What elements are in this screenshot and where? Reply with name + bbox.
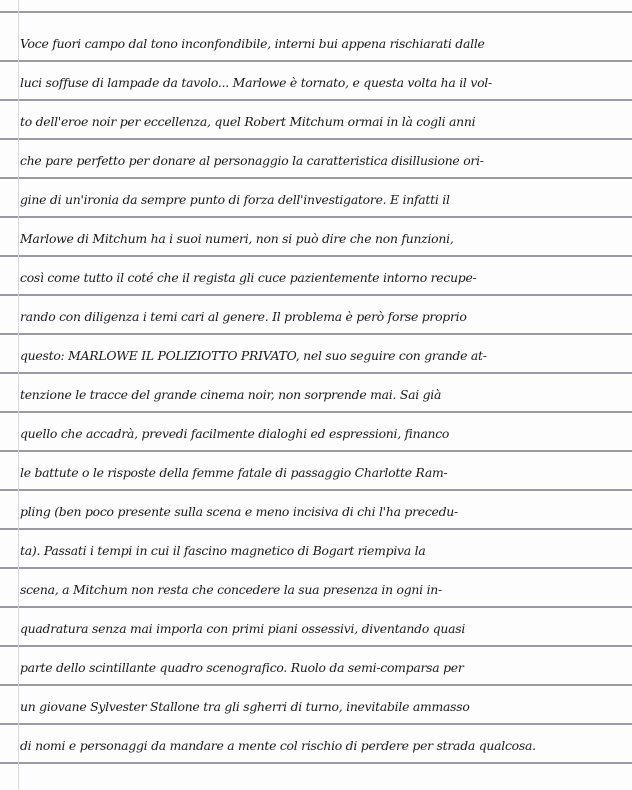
text-line-5: gine di un'ironia da sempre punto di forza dell'investigatore. E infatti il <box>20 192 450 207</box>
text-line-1: Voce fuori campo dal tono inconfondibile, interni bui appena rischiarati dalle <box>20 36 485 51</box>
text-line-17: parte dello scintillante quadro scenografico. Ruolo da semi-comparsa per <box>20 660 464 675</box>
text-line-8: rando con diligenza i temi cari al genere. Il problema è però forse proprio <box>20 309 467 324</box>
text-line-12: le battute o le risposte della femme fatale di passaggio Charlotte Ram- <box>20 465 448 480</box>
text-line-3: to dell'eroe noir per eccellenza, quel Robert Mitchum ormai in là cogli anni <box>20 114 476 129</box>
text-line-9: questo: MARLOWE IL POLIZIOTTO PRIVATO, nel suo seguire con grande at- <box>20 348 487 363</box>
text-line-2: luci soffuse di lampade da tavolo... Marlowe è tornato, e questa volta ha il vol- <box>20 75 492 90</box>
text-line-13: pling (ben poco presente sulla scena e meno incisiva di chi l'ha precedu- <box>20 504 458 519</box>
text-line-4: che pare perfetto per donare al personaggio la caratteristica disillusione ori- <box>20 153 484 168</box>
text-line-16: quadratura senza mai imporla con primi piani ossessivi, diventando quasi <box>20 621 466 636</box>
text-line-19: di nomi e personaggi da mandare a mente col rischio di perdere per strada qualcosa. <box>20 738 536 753</box>
text-line-11: quello che accadrà, prevedi facilmente dialoghi ed espressioni, financo <box>20 426 450 441</box>
text-line-18: un giovane Sylvester Stallone tra gli sgherri di turno, inevitabile ammasso <box>20 699 470 714</box>
text-line-7: così come tutto il coté che il regista gli cuce pazientemente intorno recupe- <box>20 270 477 285</box>
text-line-14: ta). Passati i tempi in cui il fascino magnetico di Bogart riempiva la <box>20 543 426 558</box>
text-line-10: tenzione le tracce del grande cinema noir, non sorprende mai. Sai già <box>20 387 442 402</box>
margin-line <box>18 0 19 790</box>
text-line-15: scena, a Mitchum non resta che concedere la sua presenza in ogni in- <box>20 582 442 597</box>
text-line-6: Marlowe di Mitchum ha i suoi numeri, non si può dire che non funzioni, <box>20 231 454 246</box>
